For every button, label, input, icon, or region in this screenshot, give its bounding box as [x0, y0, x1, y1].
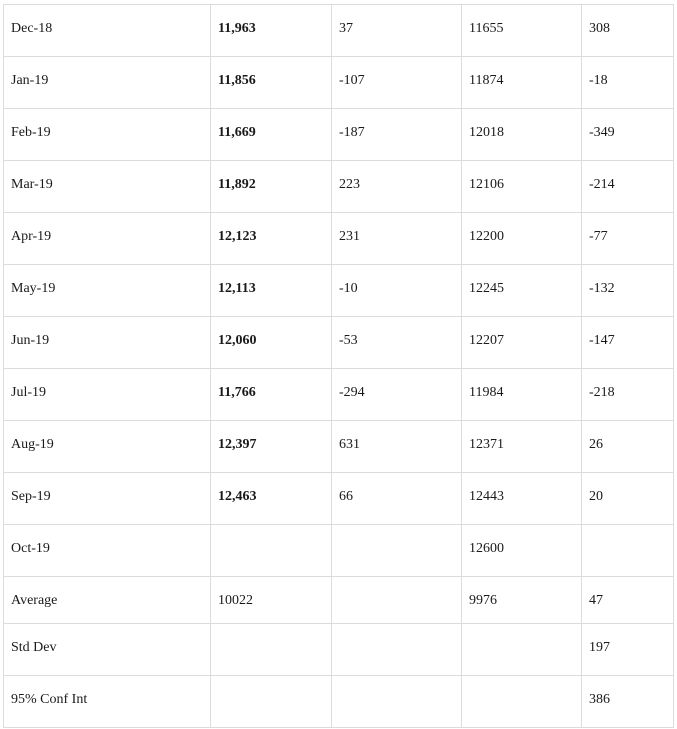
- month-cell: Mar-19: [4, 161, 211, 213]
- summary-row-conf-int: [4, 676, 674, 728]
- month-cell: Dec-18: [4, 5, 211, 57]
- value-cell: 11,963: [211, 5, 332, 57]
- value-cell: 11,669: [211, 109, 332, 161]
- forecast-cell: 12371: [462, 421, 582, 473]
- error-cell: -132: [582, 265, 674, 317]
- forecast-cell: 12245: [462, 265, 582, 317]
- value-cell: 11,766: [211, 369, 332, 421]
- forecast-cell: 12600: [462, 525, 582, 577]
- value-cell: 12,397: [211, 421, 332, 473]
- summary-row-average: [4, 577, 674, 624]
- summary-value-cell: [332, 624, 462, 676]
- table-row: [4, 57, 674, 109]
- data-table: [3, 4, 674, 728]
- forecast-cell: 12106: [462, 161, 582, 213]
- table-row: [4, 109, 674, 161]
- summary-label: Average: [4, 577, 211, 624]
- error-cell: 26: [582, 421, 674, 473]
- summary-value-cell: [332, 676, 462, 728]
- forecast-cell: 12200: [462, 213, 582, 265]
- summary-row-std-dev: [4, 624, 674, 676]
- change-cell: -187: [332, 109, 462, 161]
- error-cell: [582, 525, 674, 577]
- summary-label: Std Dev: [4, 624, 211, 676]
- change-cell: -10: [332, 265, 462, 317]
- error-cell: -147: [582, 317, 674, 369]
- summary-label: 95% Conf Int: [4, 676, 211, 728]
- forecast-cell: 12207: [462, 317, 582, 369]
- month-cell: Jun-19: [4, 317, 211, 369]
- change-cell: -294: [332, 369, 462, 421]
- month-cell: Jan-19: [4, 57, 211, 109]
- table-row: [4, 213, 674, 265]
- value-cell: [211, 525, 332, 577]
- forecast-cell: 11655: [462, 5, 582, 57]
- change-cell: 66: [332, 473, 462, 525]
- error-cell: 308: [582, 5, 674, 57]
- month-cell: Aug-19: [4, 421, 211, 473]
- value-cell: 12,123: [211, 213, 332, 265]
- summary-value-cell: [462, 624, 582, 676]
- summary-value-cell: [332, 577, 462, 624]
- summary-value-cell: [211, 676, 332, 728]
- summary-value-cell: 10022: [211, 577, 332, 624]
- table-row: [4, 161, 674, 213]
- summary-value-cell: 197: [582, 624, 674, 676]
- change-cell: 231: [332, 213, 462, 265]
- error-cell: -349: [582, 109, 674, 161]
- value-cell: 11,892: [211, 161, 332, 213]
- error-cell: 20: [582, 473, 674, 525]
- table-row: [4, 369, 674, 421]
- change-cell: [332, 525, 462, 577]
- forecast-cell: 12443: [462, 473, 582, 525]
- table-row: [4, 473, 674, 525]
- month-cell: Jul-19: [4, 369, 211, 421]
- month-cell: Apr-19: [4, 213, 211, 265]
- error-cell: -214: [582, 161, 674, 213]
- table-row: [4, 525, 674, 577]
- table-row: [4, 5, 674, 57]
- error-cell: -218: [582, 369, 674, 421]
- month-cell: Oct-19: [4, 525, 211, 577]
- month-cell: Feb-19: [4, 109, 211, 161]
- forecast-cell: 11984: [462, 369, 582, 421]
- change-cell: 631: [332, 421, 462, 473]
- change-cell: -53: [332, 317, 462, 369]
- table-row: [4, 265, 674, 317]
- table-row: [4, 317, 674, 369]
- forecast-cell: 11874: [462, 57, 582, 109]
- forecast-cell: 12018: [462, 109, 582, 161]
- summary-value-cell: 9976: [462, 577, 582, 624]
- summary-value-cell: 386: [582, 676, 674, 728]
- summary-value-cell: [462, 676, 582, 728]
- month-cell: May-19: [4, 265, 211, 317]
- value-cell: 12,060: [211, 317, 332, 369]
- value-cell: 12,113: [211, 265, 332, 317]
- value-cell: 12,463: [211, 473, 332, 525]
- change-cell: 223: [332, 161, 462, 213]
- month-cell: Sep-19: [4, 473, 211, 525]
- summary-value-cell: [211, 624, 332, 676]
- table-row: [4, 421, 674, 473]
- error-cell: -77: [582, 213, 674, 265]
- change-cell: -107: [332, 57, 462, 109]
- summary-value-cell: 47: [582, 577, 674, 624]
- value-cell: 11,856: [211, 57, 332, 109]
- change-cell: 37: [332, 5, 462, 57]
- error-cell: -18: [582, 57, 674, 109]
